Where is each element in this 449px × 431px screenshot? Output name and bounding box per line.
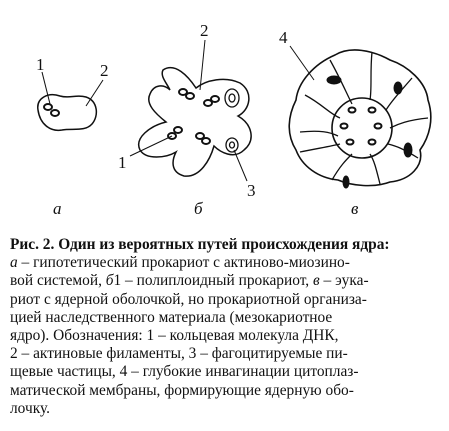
- callout-1-a: 1: [36, 55, 45, 74]
- callout-1-b: 1: [118, 153, 127, 172]
- figure-caption: [10, 236, 442, 418]
- caption-italic-a: а: [10, 254, 18, 272]
- caption-label: Рис. 2.: [10, 236, 55, 253]
- leader-4c: [290, 46, 314, 80]
- callout-3-b: 3: [247, 181, 256, 200]
- caption-line: цией наследственного материала (мезокариотное: [10, 308, 333, 326]
- caption-text: вой системой,: [10, 272, 106, 290]
- panel-label-c: в: [351, 199, 359, 218]
- panel-label-b: б: [194, 199, 203, 218]
- caption-line: [10, 236, 442, 254]
- callout-4-c: 4: [279, 28, 288, 47]
- caption-text: – эука-: [319, 272, 369, 290]
- caption-line: щевые частицы, 4 – глубокие инвагинации цитоплаз-: [10, 363, 359, 381]
- leader-2a: [86, 80, 103, 106]
- cell-b: [118, 21, 256, 218]
- caption-line: риот с ядерной оболочкой, но прокариотной организа-: [10, 290, 367, 308]
- caption-line: ядро). Обозначения: 1 – кольцевая молекула ДНК,: [10, 327, 339, 345]
- caption-title: Один из вероятных путей происхождения ядра:: [58, 236, 390, 253]
- leader-3b: [234, 150, 247, 181]
- caption-line: матической мембраны, формирующие ядерную обо-: [10, 381, 354, 399]
- cell-c: [279, 28, 431, 218]
- cell-a-body: [38, 95, 97, 131]
- caption-line: лочку.: [10, 399, 50, 417]
- cell-b-body: [139, 68, 251, 177]
- caption-text: 1 – полиплоидный прокариот,: [113, 272, 313, 290]
- caption-italic-b: б: [105, 272, 114, 290]
- caption-text: – гипотетический прокариот с актиново-миозино-: [17, 254, 350, 272]
- caption-line: 2 – актиновые филаменты, 3 – фагоцитируемые пи-: [10, 345, 348, 363]
- cell-a: [36, 55, 109, 218]
- callout-2-a: 2: [100, 61, 109, 80]
- caption-line: [10, 254, 442, 272]
- caption-line: [10, 272, 442, 290]
- callout-2-b: 2: [200, 21, 209, 40]
- cell-c-body: [289, 50, 431, 186]
- caption-italic-c: в: [312, 272, 320, 290]
- panel-label-a: а: [53, 199, 62, 218]
